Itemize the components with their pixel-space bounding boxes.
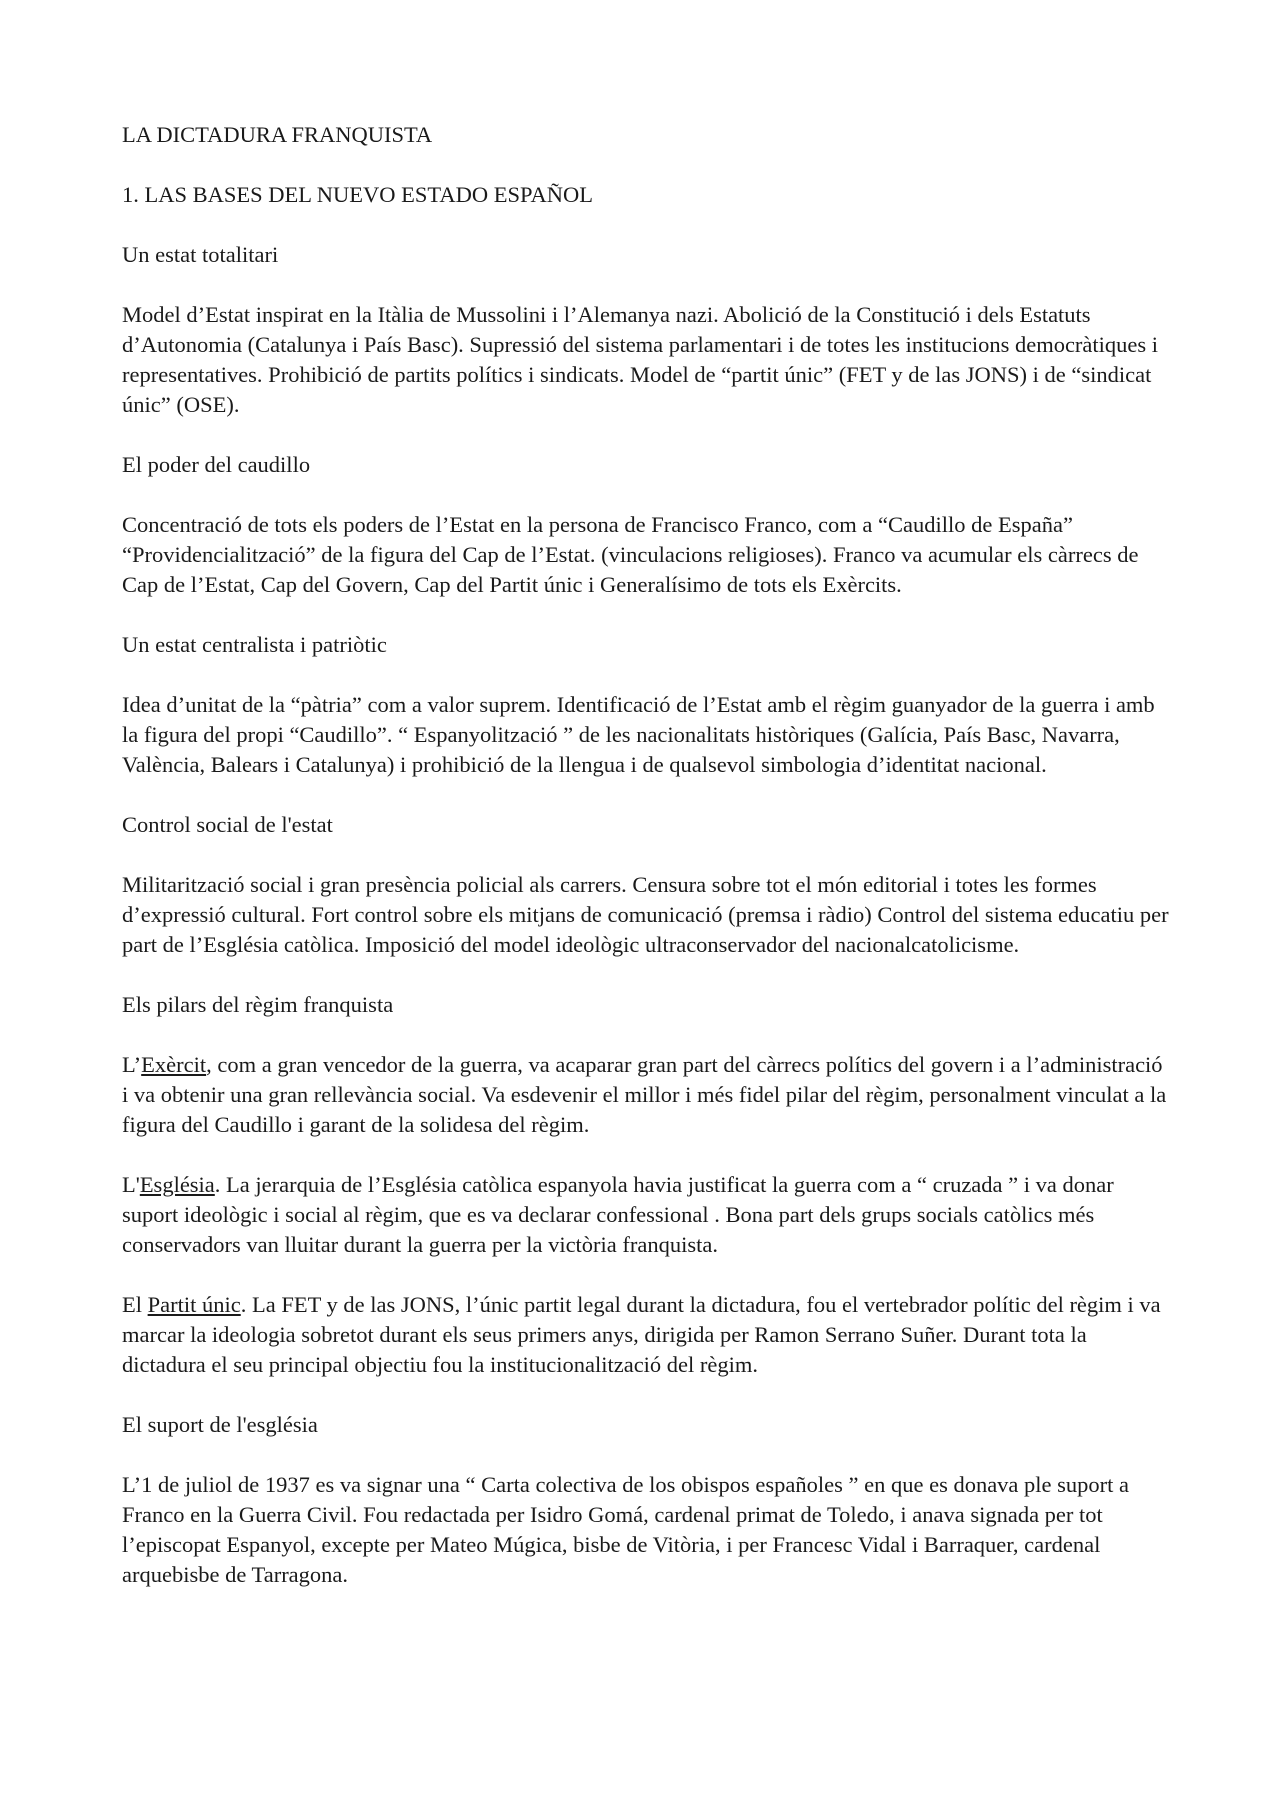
paragraph-suport-esglesia: L’1 de juliol de 1937 es va signar una “ Carta colectiva de los obispos españoles ” en que es donava ple suport a Franco en la Guerra Civil. Fou redactada per Isidro Gomá, cardenal primat de Toledo, i anava signada per tot l’episcopat Espanyol, excepte per Mateo Múgica, bisbe de Vitòria, i per Francesc Vidal i Barraquer, cardenal arquebisbe de Tarragona. [122,1472,1130,1587]
subheading-estat-totalitari: Un estat totalitari [122,242,279,267]
esglesia-prefix: L' [122,1172,140,1197]
partit-prefix: El [122,1292,148,1317]
paragraph-estat-totalitari: Model d’Estat inspirat en la Itàlia de Mussolini i l’Alemanya nazi. Abolició de la Constitució i dels Estatuts d’Autonomia (Catalunya i País Basc). Supressió del sistema parlamentari i de totes les institucions democràtiques i representatives. Prohibició de partits polítics i sindicats. Model de “partit únic” (FET y de las JONS) i de “sindicat únic” (OSE). [122,302,1159,417]
document-page [122,120,1172,1620]
section-heading: 1. LAS BASES DEL NUEVO ESTADO ESPAÑOL [122,182,593,207]
document-title: LA DICTADURA FRANQUISTA [122,122,433,147]
subheading-pilars: Els pilars del règim franquista [122,992,394,1017]
paragraph-partit-unic [122,1290,1172,1380]
subheading-estat-centralista: Un estat centralista i patriòtic [122,632,387,657]
paragraph-estat-centralista: Idea d’unitat de la “pàtria” com a valor suprem. Identificació de l’Estat amb el règim guanyador de la guerra i amb la figura del propi “Caudillo”. “ Espanyolització ” de les nacionalitats històriques (Galícia, País Basc, Navarra, València, Balears i Catalunya) i prohibició de la llengua i de qualsevol simbologia d’identitat nacional. [122,692,1155,777]
exercit-prefix: L’ [122,1052,142,1077]
paragraph-esglesia [122,1170,1172,1260]
paragraph-control-social: Militarització social i gran presència policial als carrers. Censura sobre tot el món editorial i totes les formes d’expressió cultural. Fort control sobre els mitjans de comunicació (premsa i ràdio) Control del sistema educatiu per part de l’Església catòlica. Imposició del model ideològic ultraconservador del nacionalcatolicisme. [122,872,1169,957]
subheading-poder-caudillo: El poder del caudillo [122,452,311,477]
esglesia-text: . La jerarquia de l’Església catòlica espanyola havia justificat la guerra com a “ cruzada ” i va donar suport ideològic i social al règim, que es va declarar confessional . Bona part dels grups socials catòlics més conservadors van lluitar durant la guerra per la victòria franquista. [122,1172,1114,1257]
partit-link[interactable]: Partit únic [147,1292,241,1317]
paragraph-poder-caudillo: Concentració de tots els poders de l’Estat en la persona de Francisco Franco, com a “Caudillo de España” “Providencialització” de la figura del Cap de l’Estat. (vinculacions religioses). Franco va acumular els càrrecs de Cap de l’Estat, Cap del Govern, Cap del Partit únic i Generalísimo de tots els Exèrcits. [122,512,1139,597]
subheading-control-social: Control social de l'estat [122,812,333,837]
paragraph-exercit [122,1050,1172,1140]
subheading-suport-esglesia: El suport de l'església [122,1412,318,1437]
exercit-link[interactable]: Exèrcit [141,1052,207,1077]
partit-text: . La FET y de las JONS, l’únic partit legal durant la dictadura, fou el vertebrador polític del règim i va marcar la ideologia sobretot durant els seus primers anys, dirigida per Ramon Serrano Suñer. Durant tota la dictadura el seu principal objectiu fou la institucionalització del règim. [122,1292,1161,1377]
exercit-text: , com a gran vencedor de la guerra, va acaparar gran part del càrrecs polítics del govern i a l’administració i va obtenir una gran rellevància social. Va esdevenir el millor i més fidel pilar del règim, personalment vinculat a la figura del Caudillo i garant de la solidesa del règim. [122,1052,1167,1137]
esglesia-link[interactable]: Església [139,1172,215,1197]
